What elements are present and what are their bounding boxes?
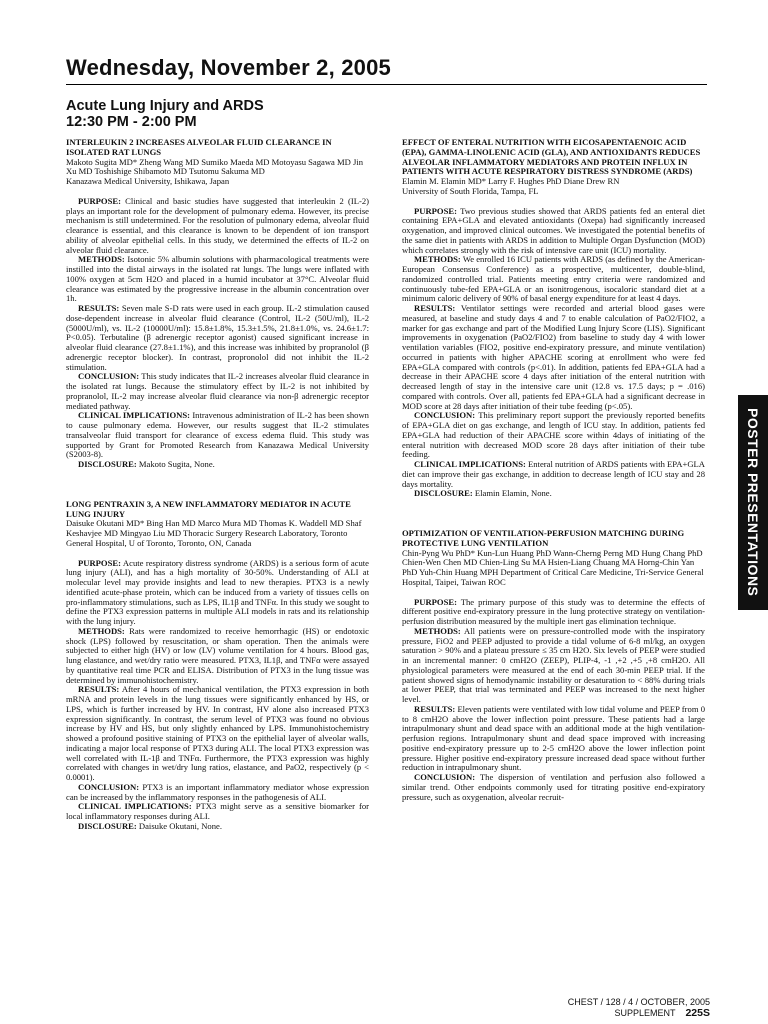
abstract-disclosure: DISCLOSURE: Elamin Elamin, None. xyxy=(414,488,552,499)
abstract-4 xyxy=(402,529,705,802)
abstract-methods: METHODS: Rats were randomized to receive hemorrhagic (HS) or endotoxic shock (LPS) followed by resuscitation, or sham operation. Then the animals were subjected to either high (HV) or low (LV) volume ventilation for 4 hours. Blood gas, lung elastance, and wet/dry ratio were measured. PTX3, IL1β, and TNFα were assayed by quantitative real time PCR and ELISA. Distribution of PTX3 in the lung tissue was determined by immunohistochemistry. xyxy=(66,625,369,685)
journal-citation: CHEST / 128 / 4 / OCTOBER, 2005 SUPPLEMENT xyxy=(567,997,710,1018)
abstract-disclosure: DISCLOSURE: Makoto Sugita, None. xyxy=(78,459,215,469)
left-column xyxy=(66,138,369,832)
abstract-clinical-implications: CLINICAL IMPLICATIONS: PTX3 might serve as a sensitive biomarker for local inflammatory responses during ALI. xyxy=(66,801,369,821)
page-date: Wednesday, November 2, 2005 xyxy=(66,55,391,80)
abstract-methods: METHODS: Isotonic 5% albumin solutions with pharmacological treatments were instilled into the distal airways in the isolated rat lungs. The lungs were inflated with 100% oxygen at 5cm H2O and placed in a humid incubator at 37°C. Alveolar fluid clearance was estimated by the progressive increase in the albumin concentration over 1h. xyxy=(66,254,369,304)
abstract-methods: METHODS: All patients were on pressure-controlled mode with the inspiratory pressure, FiO2 and PEEP adjusted to provide a tidal volume of 6-8 ml/kg, an oxygen saturation > 90% and a plateau pressure ≤ 35 cm H2O. Six levels of PEEP were studied in an incremental manner: 0 cmH2O (ZEEP), PLIP-4, -1 ,+2 ,+5 ,+8 cmH2O. All physiological parameters were measured at the end of each 30-min PEEP trial. If the patient showed signs of hemodynamic instability or desaturation to < 88% during trials at lower PEEP, that trial was terminated and PEEP was increased to the next higher level. xyxy=(402,625,705,704)
abstract-conclusion: CONCLUSION: This preliminary report support the previously reported benefits of EPA+GLA diet on gas exchange, and length of ICU stay. In addition, patients fed EPA+GLA had reduction of their APACHE score within 4days of initiating of the enteral nutrition with decreased MOD score 28 days after initiation of their tube feeding. xyxy=(402,410,705,460)
abstract-conclusion: CONCLUSION: The dispersion of ventilation and perfusion also followed a similar trend. Other endpoints commonly used for titrating positive end-expiratory pressure, such as oxygenation, alveolar recruit- xyxy=(402,772,705,802)
abstract-affiliation: Kanazawa Medical University, Ishikawa, Japan xyxy=(66,176,230,186)
right-column xyxy=(402,138,705,802)
abstract-conclusion: CONCLUSION: PTX3 is an important inflammatory mediator whose expression can be increased by the inflammatory responses in the pathogenesis of ALI. xyxy=(66,781,369,802)
abstract-title: OPTIMIZATION OF VENTILATION-PERFUSION MATCHING DURING PROTECTIVE LUNG VENTILATION xyxy=(402,528,685,548)
abstract-3 xyxy=(402,138,705,499)
abstract-title: LONG PENTRAXIN 3, A NEW INFLAMMATORY MEDIATOR IN ACUTE LUNG INJURY xyxy=(66,498,351,519)
abstract-authors: Daisuke Okutani MD* Bing Han MD Marco Mura MD Thomas K. Waddell MD Shaf Keshavjee MD Mingyao Liu MD Thoracic Surgery Research Laboratory, Toronto General Hospital, U of Toronto, Toronto, ON, Canada xyxy=(66,518,362,548)
poster-presentations-tab xyxy=(738,395,768,610)
abstract-title: INTERLEUKIN 2 INCREASES ALVEOLAR FLUID CLEARANCE IN ISOLATED RAT LUNGS xyxy=(66,137,332,157)
abstract-results: RESULTS: Seven male S-D rats were used in each group. IL-2 stimulation caused dose-dependent increase in alveolar fluid clearance (Control, IL-2 (50U/ml), IL-2 (5000U/ml), vs. IL-2 (10000U/ml): 15.8±1.8%, 15.3±1.5%, 21.8±1.0%, vs. 24.6±1.7: P<0.05). Terbutaline (β adrenergic receptor agonist) caused significant increase in alveolar fluid clearance (27.8±1.1%), and this increase was inhibited by propranolol (β adrenergic receptor blocker). In contrast, propronolol did not inhibit the IL-2 stimulation. xyxy=(66,303,369,372)
abstract-disclosure: DISCLOSURE: Daisuke Okutani, None. xyxy=(78,820,222,831)
abstract-2 xyxy=(66,500,369,832)
session-time: 12:30 PM - 2:00 PM xyxy=(66,114,197,130)
abstract-purpose: PURPOSE: Two previous studies showed that ARDS patients fed an enteral diet containing EPA+GLA and elevated antioxidants (Oxepa) had significantly increased oxygenation, and improved clinical outcomes. We investigated the potential benefits of the same diet in patients with ARDS in addition to Multiple Organ Dysfunction (MOD) which correlates strongly with the risk of intensive care unit (ICU) mortality. xyxy=(402,205,705,255)
abstract-results: RESULTS: Ventilator settings were recorded and arterial blood gases were measured, at baseline and study days 4 and 7 to enable calculation of PaO2/FIO2, a marker for gas exchange and part of the Modified Lung Injury Score (LIS). Significant improvements in oxygenation (PaO2/FIO2) from baseline to study day 4 with lower ventilation variables (FIO2, positive end-expiratory pressure, and minute ventilation) occurred in patients with higher APACHE scoring at enrollment who were fed EPA+GLA compared with controls (p<.01). In addition, patients fed EPA+GLA had a decrease in their APACHE score 4 days after initiation of the enteral nutrition with decreased length of stay in the intensive care unit (12.8 vs. 17.5 days; p = .016) compared with controls. Over all, patients fed EPA+GLA had a significant decrease in MOD score at 28 days after initiation of their tube feeding (p<.05). xyxy=(402,303,705,411)
abstract-authors: Elamin M. Elamin MD* Larry F. Hughes PhD Diane Drew RN xyxy=(402,176,620,186)
abstract-purpose: PURPOSE: Clinical and basic studies have suggested that interleukin 2 (IL-2) plays an important role for the development of pulmonary edema. However, its precise mechanism is still undetermined. For the resolution of pulmonary edema, alveolar fluid clearance is essential, and this clearance is known to be dependent of ion transport ability of alveolar epithelial cells. In this study, we determined the effects of IL-2 on alveolar fluid clearance. xyxy=(66,195,369,255)
abstract-results: RESULTS: Eleven patients were ventilated with low tidal volume and PEEP from 0 to 8 cmH2O above the lower inflection point pressure. These patients had a large intrapulmonary shunt and dead space with an additional mode at the high ventilation-perfusion regions. Intrapulmonary shunt and dead space improved with increasing positive end-expiratory pressure up to 2-5 cmH2O above the lower inflection point pressure. Higher positive end-expiratory pressure increased dead space without further reduction in intrapulmonary shunt. xyxy=(402,703,705,773)
abstract-affiliation: University of South Florida, Tampa, FL xyxy=(402,185,539,196)
abstract-1 xyxy=(66,138,369,470)
abstract-authors: Makoto Sugita MD* Zheng Wang MD Sumiko Maeda MD Motoyasu Sagawa MD Jin Xu MD Toshishige Shibamoto MD Tsutomu Sakuma MD xyxy=(66,156,364,177)
abstract-clinical-implications: CLINICAL IMPLICATIONS: Enteral nutrition of ARDS patients with EPA+GLA diet can improve their gas exchange, in addition to decrease length of ICU stay and 28 days mortality. xyxy=(402,459,705,489)
abstract-purpose: PURPOSE: Acute respiratory distress syndrome (ARDS) is a serious form of acute lung injury (ALI), and has a high mortality of 30-50%. Understanding of ALI at molecular level may provide insights and lead to new therapies. PTX3 is a newly identified acute-phase protein, which can be induced from a variety of tissues cells on pro-inflammatory stimulations, such as LPS, IL1β and TNFα. In this study we sought to define the PTX3 expression patterns in multiple ALI models in rats and its relationship with the lung injury. xyxy=(66,557,369,626)
session-title: Acute Lung Injury and ARDS xyxy=(66,98,264,114)
page-footer xyxy=(480,997,710,1019)
session-heading xyxy=(66,98,264,130)
side-tab-label: POSTER PRESENTATIONS xyxy=(745,408,761,597)
abstract-methods: METHODS: We enrolled 16 ICU patients with ARDS (as defined by the American-European Consensus Conference) as a prospective, multicenter, double-blind, randomized controlled trial. Patients meeting entry criteria were randomized and continuously tube-fed EPA+GLA or an isonitrogenous, isocaloric standard diet at a minimum caloric delivery of 90% of basal energy expenditure for at least 4 days. xyxy=(402,254,705,304)
abstract-results: RESULTS: After 4 hours of mechanical ventilation, the PTX3 expression in both mRNA and protein levels in the lung tissues were significantly enhanced by HS, or LPS, which is further increased by HV. In contrast, HV alone also increased PTX3 expression significantly. In contrast, the serum level of PTX3 was found no obvious increase by HV and HS, but only slightly enhanced by LPS. Immunohistochemistry showed a profound positive staining of PTX3 on the epithelial layer of alveolar walls, indicating a major local response of PTX3 during ALI. The local PTX3 expression was well correlated with IL-1β and TNFα. Furthermore, the PTX3 expression was highly correlated with changes in wet/dry lung ratios, elastance, and PaO2, respectively (p < 0.0001). xyxy=(66,684,369,782)
abstract-conclusion: CONCLUSION: This study indicates that IL-2 increases alveolar fluid clearance in the isolated rat lungs. Because the stimulatory effect by IL-2 is not inhibited by propranolol, IL-2 may increase alveolar fluid clearance via non-β adrenergic receptor mediated pathway. xyxy=(66,371,369,411)
abstract-purpose: PURPOSE: The primary purpose of this study was to determine the effects of different positive end-expiratory pressure in the lung protective strategy on ventilation-perfusion distribution measured by the multiple inert gas elimination technique. xyxy=(402,596,705,626)
abstract-title: EFFECT OF ENTERAL NUTRITION WITH EICOSAPENTAENOIC ACID (EPA), GAMMA-LINOLENIC ACID (GLA), AND ANTIOXIDANTS REDUCES ALVEOLAR INFLAMMATORY MEDIATORS AND PROTEIN INFLUX IN PATIENTS WITH ACUTE RESPIRATORY DISTRESS SYNDROME (ARDS) xyxy=(402,137,701,177)
abstract-clinical-implications: CLINICAL IMPLICATIONS: Intravenous administration of IL-2 has been shown to cause pulmonary edema. However, our results suggest that IL-2 stimulates transalveolar fluid transport for clearance of excess edema fluid. This study was supported by Grant for Promoted Research from Kanazawa Medical University (S2003-8). xyxy=(66,410,369,460)
abstract-authors: Chin-Pyng Wu PhD* Kun-Lun Huang PhD Wann-Cherng Perng MD Hung Chang PhD Chien-Wen Chen MD Chien-Ling Su MA Hsien-Liang Chuang MA Horng-Chin Yan PhD Yuh-Chin Huang MPH Department of Critical Care Medicine, Tri-Service General Hospital, Taipei, Taiwan ROC xyxy=(402,547,704,587)
header-rule xyxy=(66,84,707,85)
page-number: 225S xyxy=(685,1007,710,1019)
